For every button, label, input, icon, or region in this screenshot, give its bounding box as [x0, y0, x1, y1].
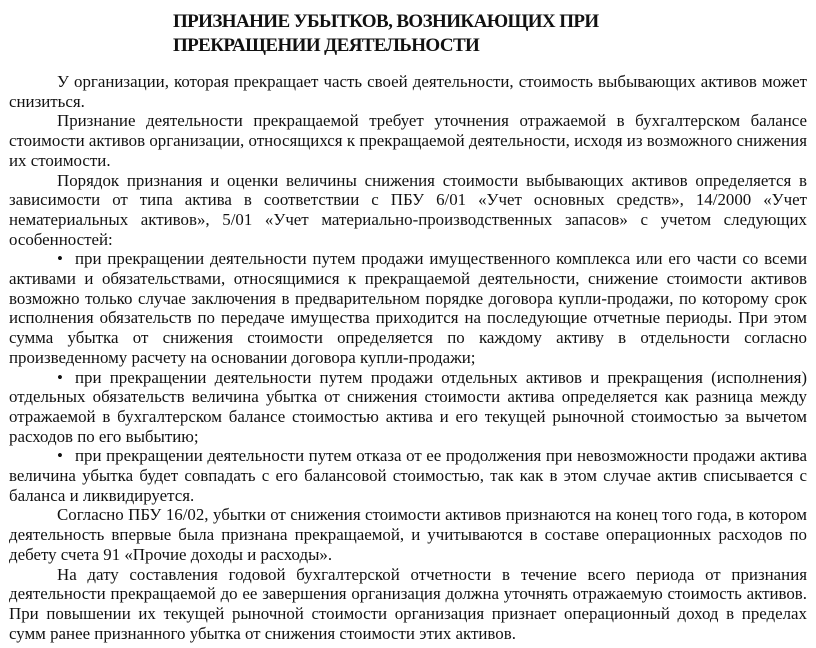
bullet-icon: • — [57, 446, 63, 466]
title-line-1: ПРИЗНАНИЕ УБЫТКОВ, ВОЗНИКАЮЩИХ ПРИ — [173, 11, 599, 32]
bullet-icon: • — [57, 249, 63, 269]
document-title — [173, 10, 807, 58]
paragraph-reporting-date: На дату составления годовой бухгалтерской отчетности в течение всего периода от признания деятельности прекращаемой до ее завершения организация должна уточнять отражаемую стоимость активов. При повышении их текущей рыночной стоимости организация признает операционный доход в пределах сумм ранее признанного убытка от снижения стоимости этих активов. — [9, 564, 807, 643]
bullet-text: при прекращении деятельности путем продажи имущественного комплекса или его части со всеми активами и обязательствами, относящимися к прекращаемой деятельности, снижение стоимости активов возможно только случае заключения в предварительном порядке договора купли-продажи, по которому срок исполнения обязательств по передаче имущества приходится на последующие отчетные периоды. При этом сумма убытка от снижения стоимости определяется по каждому активу в отдельности согласно произведенному расчету на основании договора купли-продажи; — [9, 249, 807, 367]
bullet-item-abandonment — [9, 446, 807, 505]
paragraph-pbu-16: Согласно ПБУ 16/02, убытки от снижения стоимости активов признаются на конец того года, в котором деятельность впервые была признана прекращаемой, и учитываются в составе операционных расходов по дебету счета 91 «Прочие доходы и расходы». — [9, 505, 807, 564]
bullet-item-sale-of-complex — [9, 249, 807, 367]
bullet-item-sale-of-assets — [9, 368, 807, 447]
bullet-text: при прекращении деятельности путем продажи отдельных активов и прекращения (исполнения) отдельных обязательств величина убытка от снижения стоимости актива определяется как разница между отражаемой в бухгалтерском балансе стоимостью актива и его текущей рыночной стоимостью за вычетом расходов по его выбытию; — [9, 367, 807, 446]
paragraph-procedure: Порядок признания и оценки величины снижения стоимости выбывающих активов определяется в зависимости от типа актива в соответствии с ПБУ 6/01 «Учет основных средств», 14/2000 «Учет нематериальных активов», 5/01 «Учет материально-производственных запасов» с учетом следующих особенностей: — [9, 170, 807, 249]
paragraph-recognition: Признание деятельности прекращаемой требует уточнения отражаемой в бухгалтерском балансе стоимости активов организации, относящихся к прекращаемой деятельности, исходя из возможного снижения их стоимости. — [9, 111, 807, 170]
bullet-text: при прекращении деятельности путем отказа от ее продолжения при невозможности продажи актива величина убытка будет совпадать с его балансовой стоимостью, так как в этом случае актив списывается с баланса и ликвидируется. — [9, 446, 807, 505]
bullet-icon: • — [57, 367, 63, 387]
document-page — [9, 10, 807, 643]
document-body — [9, 72, 807, 643]
paragraph-intro: У организации, которая прекращает часть своей деятельности, стоимость выбывающих активов может снизиться. — [9, 72, 807, 111]
title-line-2: ПРЕКРАЩЕНИИ ДЕЯТЕЛЬНОСТИ — [173, 35, 480, 56]
